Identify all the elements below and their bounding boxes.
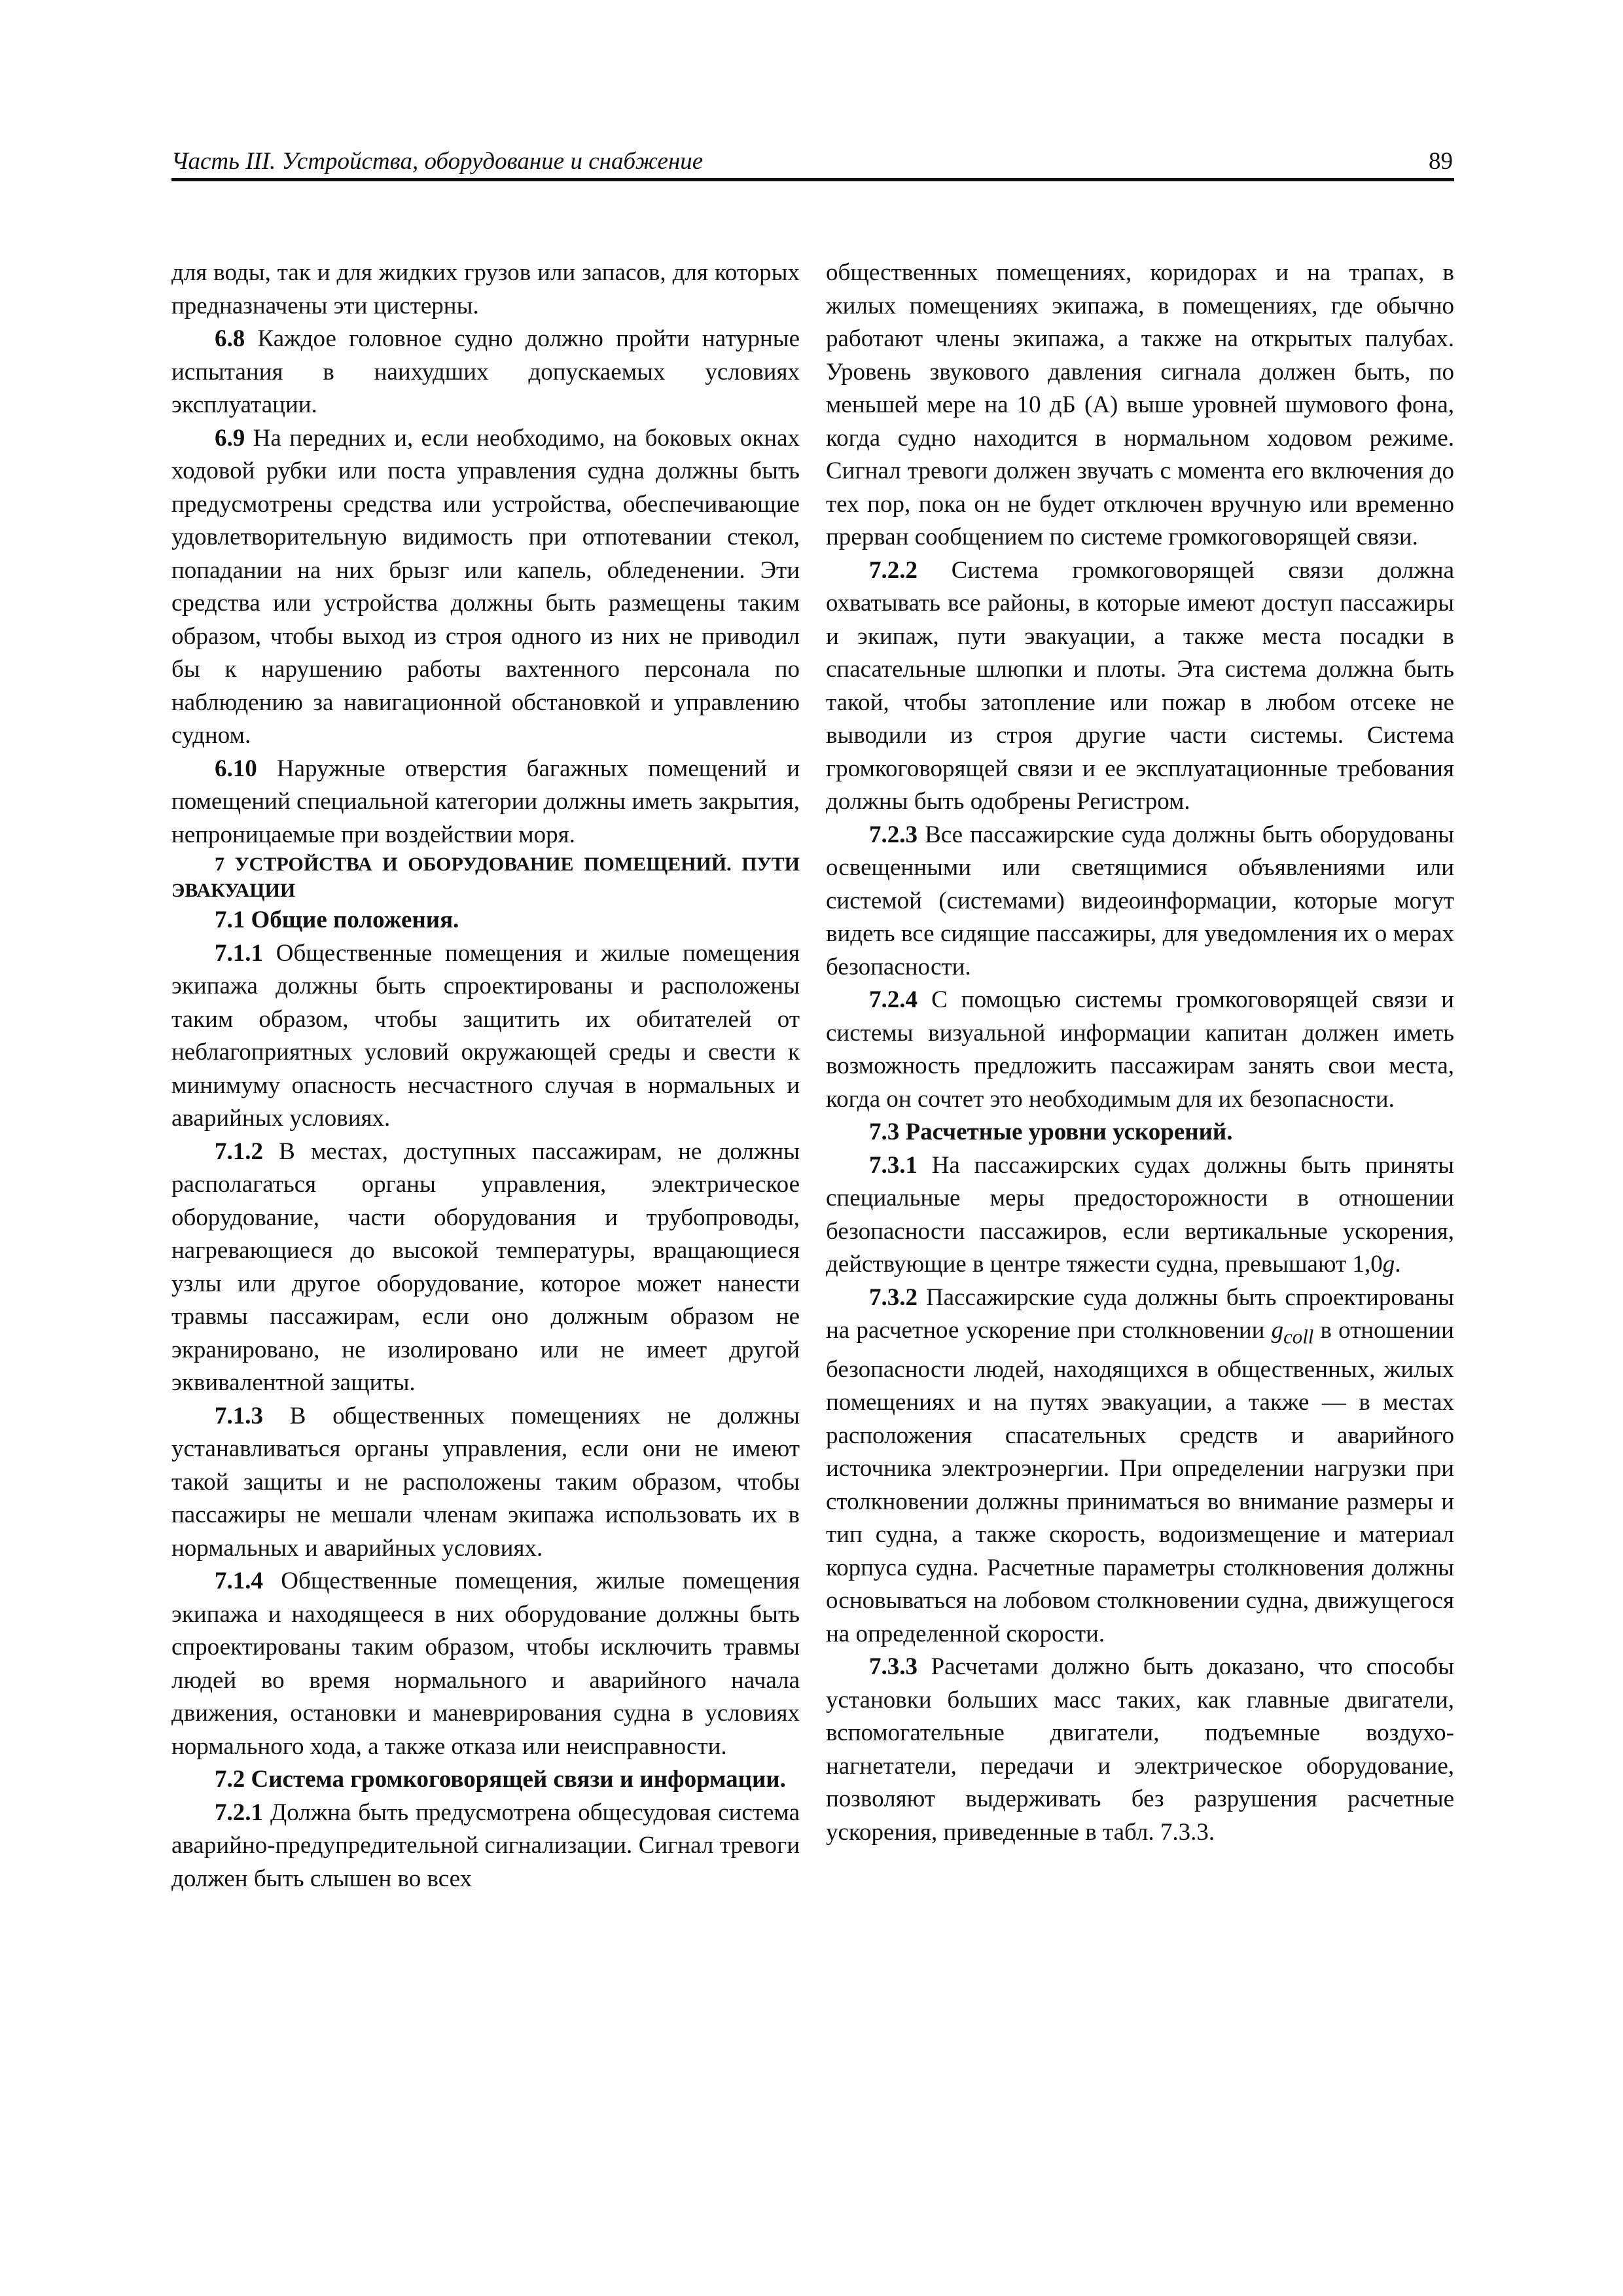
clause-number: 7.1.1: [215, 939, 263, 967]
paragraph-text: Все пассажирские суда должны быть оборудованы освещенными или светящимися объявлениями или системой (системами) видеоинформации, которые могут видеть все сидящие пассажиры, для уведомления их о мерах безопасности.: [826, 821, 1454, 980]
clause-number: 7.1.3: [215, 1402, 263, 1429]
paragraph-6-10: [171, 753, 800, 852]
clause-number: 7.3.2: [869, 1283, 918, 1311]
clause-number: 7.2.1: [215, 1799, 263, 1826]
paragraph-text: Общественные помещения, жилые помещения экипажа и находящееся в них оборудование должны быть спроектированы таким образом, чтобы исключить травмы людей во время нормального и аварийного начала движения, остановки и маневрирования судна в условиях нормального хода, а также отказа или неисправности.: [171, 1568, 800, 1760]
collision-subscript: coll: [1283, 1325, 1314, 1348]
paragraph-7-2-3: [826, 819, 1454, 984]
paragraph-text: Расчетами должно быть доказано, что способы установки больших масс таких, как главные двигатели, вспомогательные двигатели, подъемные воздухо-нагнетатели, передачи и электрическое оборудование, позволяют выдерживать без разрушения расчетные ускорения, приведенные в табл. 7.3.3.: [826, 1653, 1454, 1846]
paragraph-text: Наружные отверстия багажных помещений и помещений специальной категории должны иметь закрытия, непроницаемые при воздействии моря.: [171, 755, 800, 848]
paragraph-7-3-3: [826, 1651, 1454, 1849]
paragraph-text: На пассажирских судах должны быть приняты специальные меры предосторожности в отношении безопасности пассажиров, если вертикальные ускорения, действующие в центре тяжести судна, превышают 1,0: [826, 1151, 1454, 1278]
paragraph-text: Общественные помещения и жилые помещения экипажа должны быть спроектированы и расположены таким образом, чтобы защитить их обитателей от неблагоприятных условий окружающей среды и свести к минимуму опасность несчастного случая в нормальных и аварийных условиях.: [171, 939, 800, 1132]
paragraph-text: В местах, доступных пассажирам, не должны располагаться органы управления, электрическое оборудование, части оборудования и трубопроводы, нагревающиеся до высокой температуры, вращающиеся узлы или другое оборудование, которое может нанести травмы пассажирам, если оно должным образом не экранировано, не изолировано или не имеет другой эквивалентной защиты.: [171, 1138, 800, 1396]
clause-number: 7.2.2: [869, 556, 918, 584]
acceleration-symbol: g: [1382, 1251, 1395, 1278]
paragraph-7-2-1-continued: общественных помещениях, коридорах и на трапах, в жилых помещениях экипажа, в помещениях, где обычно работают члены экипажа, а также на открытых палубах. Уровень звукового давления сигнала должен быть, по меньшей мере на 10 дБ (А) выше уровней шумового фона, когда судно находится в нормальном ходовом режиме. Сигнал тревоги должен звучать с момента его включения до тех пор, пока он не будет отключен вручную или временно прерван сообщением по системе громкоговорящей связи.: [826, 259, 1454, 550]
clause-number: 7.3.3: [869, 1653, 918, 1681]
page-header: [171, 145, 1454, 181]
paragraph-text: Система громкоговорящей связи должна охватывать все районы, в которые имеют доступ пассажиры и экипаж, пути эвакуации, а также места посадки в спасательные шлюпки и плоты. Эта система должна быть такой, чтобы затопление или пожар в любом отсеке не выводили из строя другие части системы. Система громкоговорящей связи и ее эксплуатационные требования должны быть одобрены Регистром.: [826, 556, 1454, 815]
paragraph-continued: для воды, так и для жидких грузов или запасов, для которых предназначены эти цистерны.: [171, 259, 800, 319]
paragraph-text: Должна быть предусмотрена общесудовая система аварийно-предупредительной сигнализации. Сигнал тревоги должен быть слышен во всех: [171, 1799, 800, 1892]
paragraph-end: .: [1395, 1251, 1401, 1278]
clause-number: 7.1.2: [215, 1138, 263, 1165]
heading-7-1: 7.1 Общие положения.: [215, 906, 459, 933]
paragraph-7-2-1: [171, 1797, 800, 1896]
paragraph-text: На передних и, если необходимо, на боковых окнах ходовой рубки или поста управления судна должны быть предусмотрены средства или устройства, обеспечивающие удовлетворительную видимость при отпотевании стекол, попадании на них брызг или капель, обледенении. Эти средства или устройства должны быть размещены таким образом, чтобы выход из строя одного из них не приводил бы к нарушению работы вахтенного персонала по наблюдению за навигационной обстановкой и управлению судном.: [171, 424, 800, 749]
paragraph-text: С помощью системы громкоговорящей связи и системы визуальной информации капитан должен иметь возможность предложить пассажирам занять свои места, когда он сочтет это необходимым для их безопасности.: [826, 986, 1454, 1113]
running-title: Часть III. Устройства, оборудование и снабжение: [171, 148, 704, 175]
paragraph-7-1-3: [171, 1400, 800, 1566]
paragraph-7-2-4: [826, 984, 1454, 1116]
paragraph-text: Каждое головное судно должно пройти натурные испытания в наихудших допускаемых условиях эксплуатации.: [171, 325, 800, 418]
paragraph-6-9: [171, 422, 800, 753]
section-7-title: 7 УСТРОЙСТВА И ОБОРУДОВАНИЕ ПОМЕЩЕНИЙ. ПУТИ ЭВАКУАЦИИ: [171, 853, 800, 901]
paragraph-7-2-2: [826, 554, 1454, 819]
paragraph-7-3-2: [826, 1282, 1454, 1651]
heading-7-2: 7.2 Система громкоговорящей связи и информации.: [215, 1766, 786, 1793]
paragraph-7-1-1: [171, 937, 800, 1136]
clause-number: 7.3.1: [869, 1151, 918, 1179]
collision-acceleration-symbol: g: [1271, 1317, 1284, 1344]
clause-number: 7.2.4: [869, 986, 918, 1013]
right-column: [826, 257, 1454, 1849]
clause-number: 6.9: [215, 424, 245, 452]
page-number: 89: [1429, 148, 1453, 175]
clause-number: 7.2.3: [869, 821, 918, 848]
paragraph-6-8: [171, 323, 800, 422]
left-column: [171, 257, 800, 1895]
clause-number: 6.10: [215, 755, 257, 782]
paragraph-7-3-1: [826, 1149, 1454, 1282]
paragraph-7-1-2: [171, 1136, 800, 1400]
clause-number: 7.1.4: [215, 1568, 263, 1594]
paragraph-text-continued: в отношении безопасности людей, находящихся в общественных, жилых помещениях и на путях эвакуации, а также — в местах расположения спасательных средств и аварийного источника электроэнергии. При определении нагрузки при столкновении должны приниматься во внимание размеры и тип судна, а также скорость, водоизмещение и материал корпуса судна. Расчетные параметры столкновения должны основываться на лобовом столкновении судна, движущегося на определенной скорости.: [826, 1317, 1454, 1647]
paragraph-7-1-4: [171, 1565, 800, 1763]
paragraph-text: В общественных помещениях не должны устанавливаться органы управления, если они не имеют такой защиты и не расположены таким образом, чтобы пассажиры не мешали членам экипажа использовать их в нормальных и аварийных условиях.: [171, 1402, 800, 1562]
clause-number: 6.8: [215, 325, 245, 352]
paragraph-text: Пассажирские суда должны быть спроектированы на расчетное ускорение при столкновении: [826, 1283, 1454, 1344]
heading-7-3: 7.3 Расчетные уровни ускорений.: [869, 1119, 1233, 1145]
